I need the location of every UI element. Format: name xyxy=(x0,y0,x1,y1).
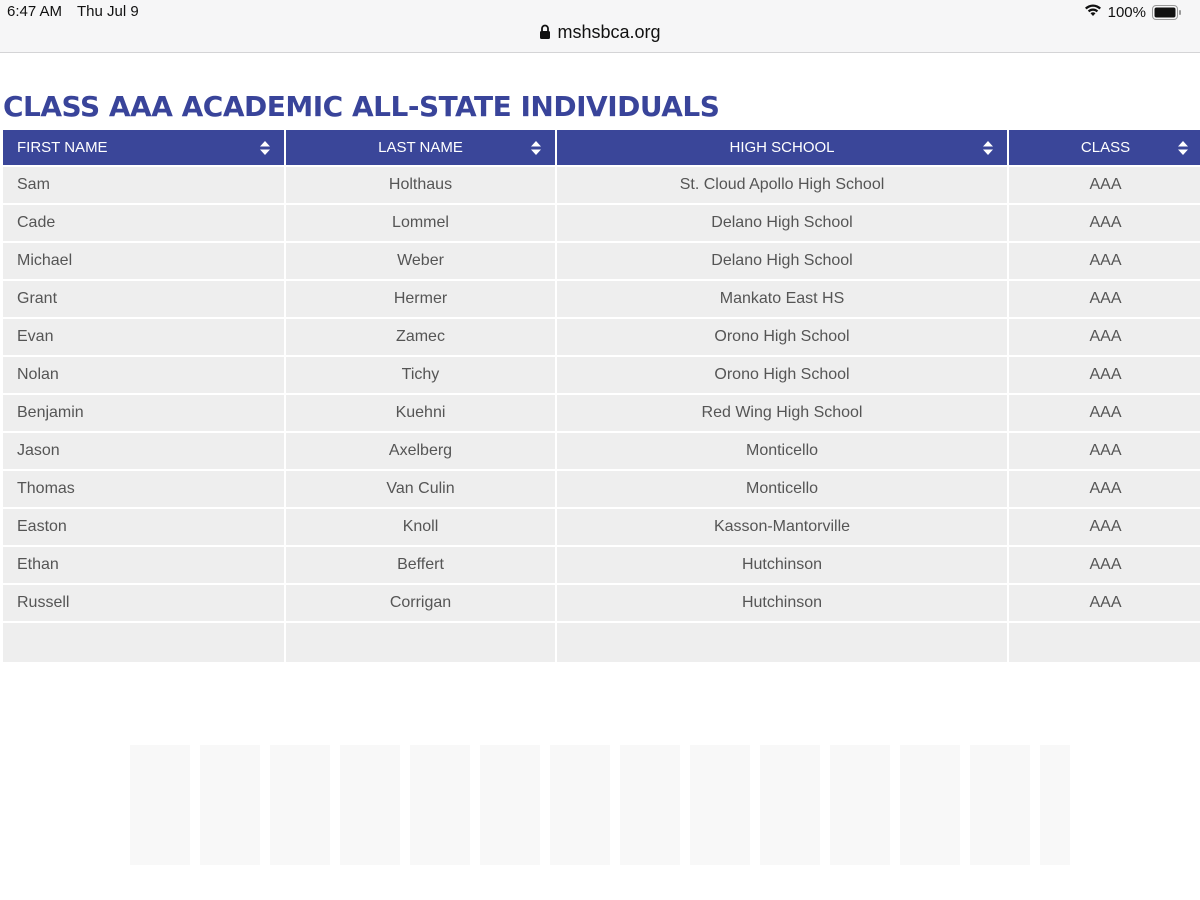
cell-high-school: Monticello xyxy=(557,471,1007,507)
column-header-class[interactable] xyxy=(1009,130,1200,165)
table-row xyxy=(3,547,1200,583)
status-indicators xyxy=(1084,3,1190,21)
cell-high-school: Hutchinson xyxy=(557,547,1007,583)
cell-high-school: Kasson-Mantorville xyxy=(557,509,1007,545)
cell-first-name xyxy=(3,623,284,662)
column-header-label: FIRST NAME xyxy=(17,139,108,156)
battery-percentage: 100% xyxy=(1107,3,1146,21)
sort-icon[interactable] xyxy=(983,141,993,159)
url-text: mshsbca.org xyxy=(557,22,661,42)
cell-last-name: Holthaus xyxy=(286,167,555,203)
cell-first-name: Grant xyxy=(3,281,284,317)
table-row xyxy=(3,205,1200,241)
cell-last-name: Tichy xyxy=(286,357,555,393)
column-header-last-name[interactable] xyxy=(286,130,555,165)
cell-class: AAA xyxy=(1009,471,1200,507)
column-header-label: CLASS xyxy=(1080,139,1131,156)
cell-first-name: Benjamin xyxy=(3,395,284,431)
cell-first-name: Jason xyxy=(3,433,284,469)
cell-first-name: Evan xyxy=(3,319,284,355)
table-row xyxy=(3,357,1200,393)
cell-first-name: Ethan xyxy=(3,547,284,583)
cell-first-name: Thomas xyxy=(3,471,284,507)
sort-icon[interactable] xyxy=(260,141,270,159)
cell-class: AAA xyxy=(1009,357,1200,393)
cell-last-name: Weber xyxy=(286,243,555,279)
cell-class: AAA xyxy=(1009,243,1200,279)
cell-class: AAA xyxy=(1009,395,1200,431)
column-header-first-name[interactable] xyxy=(3,130,284,165)
table-row xyxy=(3,395,1200,431)
cell-high-school xyxy=(557,623,1007,662)
status-bar xyxy=(0,0,1200,53)
column-header-high-school[interactable] xyxy=(557,130,1007,165)
sort-icon[interactable] xyxy=(531,141,541,159)
cell-high-school: Hutchinson xyxy=(557,585,1007,621)
table-header-row xyxy=(3,130,1200,165)
cell-last-name: Beffert xyxy=(286,547,555,583)
cell-high-school: Delano High School xyxy=(557,205,1007,241)
cell-class: AAA xyxy=(1009,547,1200,583)
cell-high-school: Monticello xyxy=(557,433,1007,469)
cell-class: AAA xyxy=(1009,433,1200,469)
cell-class: AAA xyxy=(1009,205,1200,241)
table-row xyxy=(3,281,1200,317)
table-row xyxy=(3,243,1200,279)
table-row xyxy=(3,167,1200,203)
sort-icon[interactable] xyxy=(1178,141,1188,159)
cell-class: AAA xyxy=(1009,319,1200,355)
cell-first-name: Cade xyxy=(3,205,284,241)
cell-high-school: Orono High School xyxy=(557,319,1007,355)
cell-first-name: Sam xyxy=(3,167,284,203)
table-row xyxy=(3,585,1200,621)
cell-last-name: Lommel xyxy=(286,205,555,241)
cell-first-name: Michael xyxy=(3,243,284,279)
cell-high-school: Delano High School xyxy=(557,243,1007,279)
table-row xyxy=(3,471,1200,507)
table-row xyxy=(3,433,1200,469)
individuals-table xyxy=(1,128,1200,664)
column-header-label: HIGH SCHOOL xyxy=(729,139,835,156)
cell-class: AAA xyxy=(1009,167,1200,203)
table-row xyxy=(3,509,1200,545)
cell-high-school: St. Cloud Apollo High School xyxy=(557,167,1007,203)
cell-high-school: Red Wing High School xyxy=(557,395,1007,431)
cell-last-name: Zamec xyxy=(286,319,555,355)
table-row-empty xyxy=(3,623,1200,662)
cell-first-name: Russell xyxy=(3,585,284,621)
status-date: Thu Jul 9 xyxy=(77,3,139,20)
cell-class: AAA xyxy=(1009,509,1200,545)
cell-last-name: Van Culin xyxy=(286,471,555,507)
cell-class: AAA xyxy=(1009,281,1200,317)
faded-watermark xyxy=(130,745,1070,865)
cell-last-name: Corrigan xyxy=(286,585,555,621)
address-bar[interactable] xyxy=(0,22,1200,45)
page-title: CLASS AAA ACADEMIC ALL-STATE INDIVIDUALS xyxy=(3,90,720,123)
cell-first-name: Easton xyxy=(3,509,284,545)
cell-class xyxy=(1009,623,1200,662)
column-header-label: LAST NAME xyxy=(378,139,463,156)
wifi-icon xyxy=(1084,3,1102,21)
battery-icon xyxy=(1152,5,1190,20)
cell-high-school: Mankato East HS xyxy=(557,281,1007,317)
table-row xyxy=(3,319,1200,355)
cell-last-name: Knoll xyxy=(286,509,555,545)
cell-last-name: Kuehni xyxy=(286,395,555,431)
cell-class: AAA xyxy=(1009,585,1200,621)
cell-first-name: Nolan xyxy=(3,357,284,393)
cell-last-name xyxy=(286,623,555,662)
cell-last-name: Axelberg xyxy=(286,433,555,469)
cell-high-school: Orono High School xyxy=(557,357,1007,393)
cell-last-name: Hermer xyxy=(286,281,555,317)
lock-icon xyxy=(539,24,551,45)
status-time: 6:47 AM xyxy=(7,3,63,20)
